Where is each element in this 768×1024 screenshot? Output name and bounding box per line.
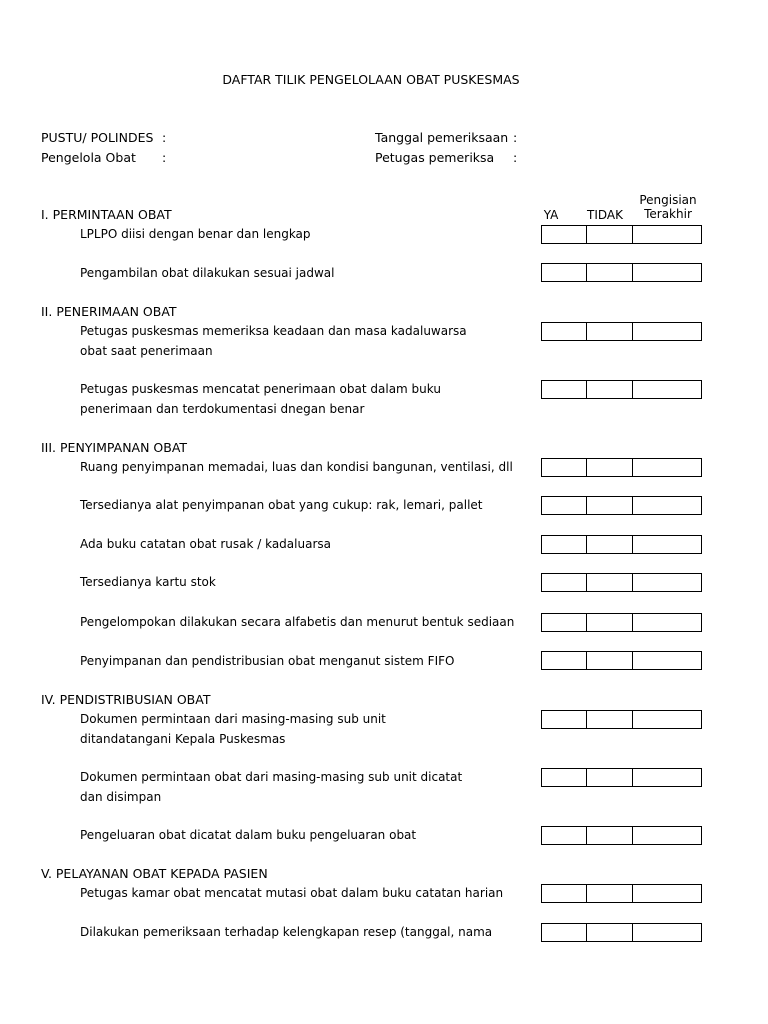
cell-ya[interactable] [542,381,587,398]
checklist-item: Pengeluaran obat dicatat dalam buku pengeluaran obat [80,828,417,842]
cell-pengisian[interactable] [633,536,701,553]
section-title-penerimaan: II. PENERIMAAN OBAT [41,304,177,319]
cell-pengisian[interactable] [633,711,701,728]
checklist-item: Tersedianya alat penyimpanan obat yang cukup: rak, lemari, pallet [80,498,483,512]
cell-pengisian[interactable] [633,885,701,902]
checklist-item: Ruang penyimpanan memadai, luas dan kondisi bangunan, ventilasi, dll [80,460,513,474]
checklist-item: Dokumen permintaan dari masing-masing sub unit ditandatangani Kepala Puskesmas [80,712,386,746]
cell-ya[interactable] [542,885,587,902]
cell-ya[interactable] [542,652,587,669]
cell-tidak[interactable] [587,885,633,902]
cell-tidak[interactable] [587,264,633,281]
cell-tidak[interactable] [587,614,633,631]
cell-ya[interactable] [542,827,587,844]
checkbox-row[interactable] [541,826,702,845]
cell-pengisian[interactable] [633,264,701,281]
cell-ya[interactable] [542,614,587,631]
cell-pengisian[interactable] [633,574,701,591]
column-ya: YA [543,208,559,222]
cell-tidak[interactable] [587,924,633,941]
checklist-item: LPLPO diisi dengan benar dan lengkap [80,227,311,241]
checkbox-row[interactable] [541,768,702,787]
cell-tidak[interactable] [587,827,633,844]
checklist-item: Tersedianya kartu stok [80,575,216,589]
checkbox-row[interactable] [541,458,702,477]
cell-ya[interactable] [542,574,587,591]
cell-tidak[interactable] [587,497,633,514]
checklist-item: Penyimpanan dan pendistribusian obat menganut sistem FIFO [80,654,455,668]
checklist-item: Pengambilan obat dilakukan sesuai jadwal [80,266,335,280]
cell-ya[interactable] [542,226,587,243]
cell-tidak[interactable] [587,381,633,398]
cell-tidak[interactable] [587,769,633,786]
checklist-item: Dokumen permintaan obat dari masing-masing sub unit dicatat dan disimpan [80,770,463,804]
tanggal-label: Tanggal pemeriksaan [375,130,509,145]
pengelola-label: Pengelola Obat [41,150,136,165]
checkbox-row[interactable] [541,710,702,729]
petugas-label: Petugas pemeriksa [375,150,495,165]
checkbox-row[interactable] [541,380,702,399]
checkbox-row[interactable] [541,322,702,341]
cell-tidak[interactable] [587,574,633,591]
checkbox-row[interactable] [541,535,702,554]
page-title: DAFTAR TILIK PENGELOLAAN OBAT PUSKESMAS [222,72,520,87]
cell-ya[interactable] [542,711,587,728]
column-pengisian-line2: Terakhir [644,207,692,221]
petugas-colon: : [513,150,518,165]
cell-ya[interactable] [542,536,587,553]
checklist-item: Pengelompokan dilakukan secara alfabetis dan menurut bentuk sediaan [80,615,515,629]
cell-tidak[interactable] [587,536,633,553]
checklist-item: Petugas puskesmas mencatat penerimaan obat dalam buku penerimaan dan terdokumentasi dnegan benar [80,382,441,416]
cell-ya[interactable] [542,924,587,941]
cell-pengisian[interactable] [633,827,701,844]
pustu-colon: : [162,130,167,145]
cell-pengisian[interactable] [633,924,701,941]
cell-ya[interactable] [542,769,587,786]
cell-ya[interactable] [542,459,587,476]
checkbox-row[interactable] [541,613,702,632]
checkbox-row[interactable] [541,263,702,282]
cell-ya[interactable] [542,497,587,514]
cell-pengisian[interactable] [633,323,701,340]
section-title-pelayanan: V. PELAYANAN OBAT KEPADA PASIEN [41,866,268,881]
column-tidak: TIDAK [587,208,623,222]
checklist-item: Ada buku catatan obat rusak / kadaluarsa [80,537,331,551]
section-title-penyimpanan: III. PENYIMPANAN OBAT [41,440,188,455]
column-pengisian-line1: Pengisian [639,193,697,207]
checklist-item: Petugas kamar obat mencatat mutasi obat dalam buku catatan harian [80,886,504,900]
checkbox-row[interactable] [541,651,702,670]
cell-pengisian[interactable] [633,652,701,669]
cell-ya[interactable] [542,264,587,281]
checkbox-row[interactable] [541,884,702,903]
pengelola-colon: : [162,150,167,165]
cell-pengisian[interactable] [633,614,701,631]
checklist-item: Petugas puskesmas memeriksa keadaan dan masa kadaluwarsa obat saat penerimaan [80,324,467,358]
checkbox-row[interactable] [541,496,702,515]
cell-pengisian[interactable] [633,769,701,786]
pustu-label: PUSTU/ POLINDES [41,130,154,145]
checkbox-row[interactable] [541,923,702,942]
cell-pengisian[interactable] [633,459,701,476]
section-title-permintaan: I. PERMINTAAN OBAT [41,207,172,222]
section-title-pendistribusian: IV. PENDISTRIBUSIAN OBAT [41,692,211,707]
cell-tidak[interactable] [587,226,633,243]
checkbox-row[interactable] [541,225,702,244]
checklist-item: Dilakukan pemeriksaan terhadap kelengkapan resep (tanggal, nama [80,925,493,939]
checkbox-row[interactable] [541,573,702,592]
cell-pengisian[interactable] [633,381,701,398]
cell-tidak[interactable] [587,711,633,728]
cell-pengisian[interactable] [633,497,701,514]
cell-ya[interactable] [542,323,587,340]
cell-tidak[interactable] [587,652,633,669]
cell-pengisian[interactable] [633,226,701,243]
cell-tidak[interactable] [587,459,633,476]
cell-tidak[interactable] [587,323,633,340]
tanggal-colon: : [513,130,518,145]
